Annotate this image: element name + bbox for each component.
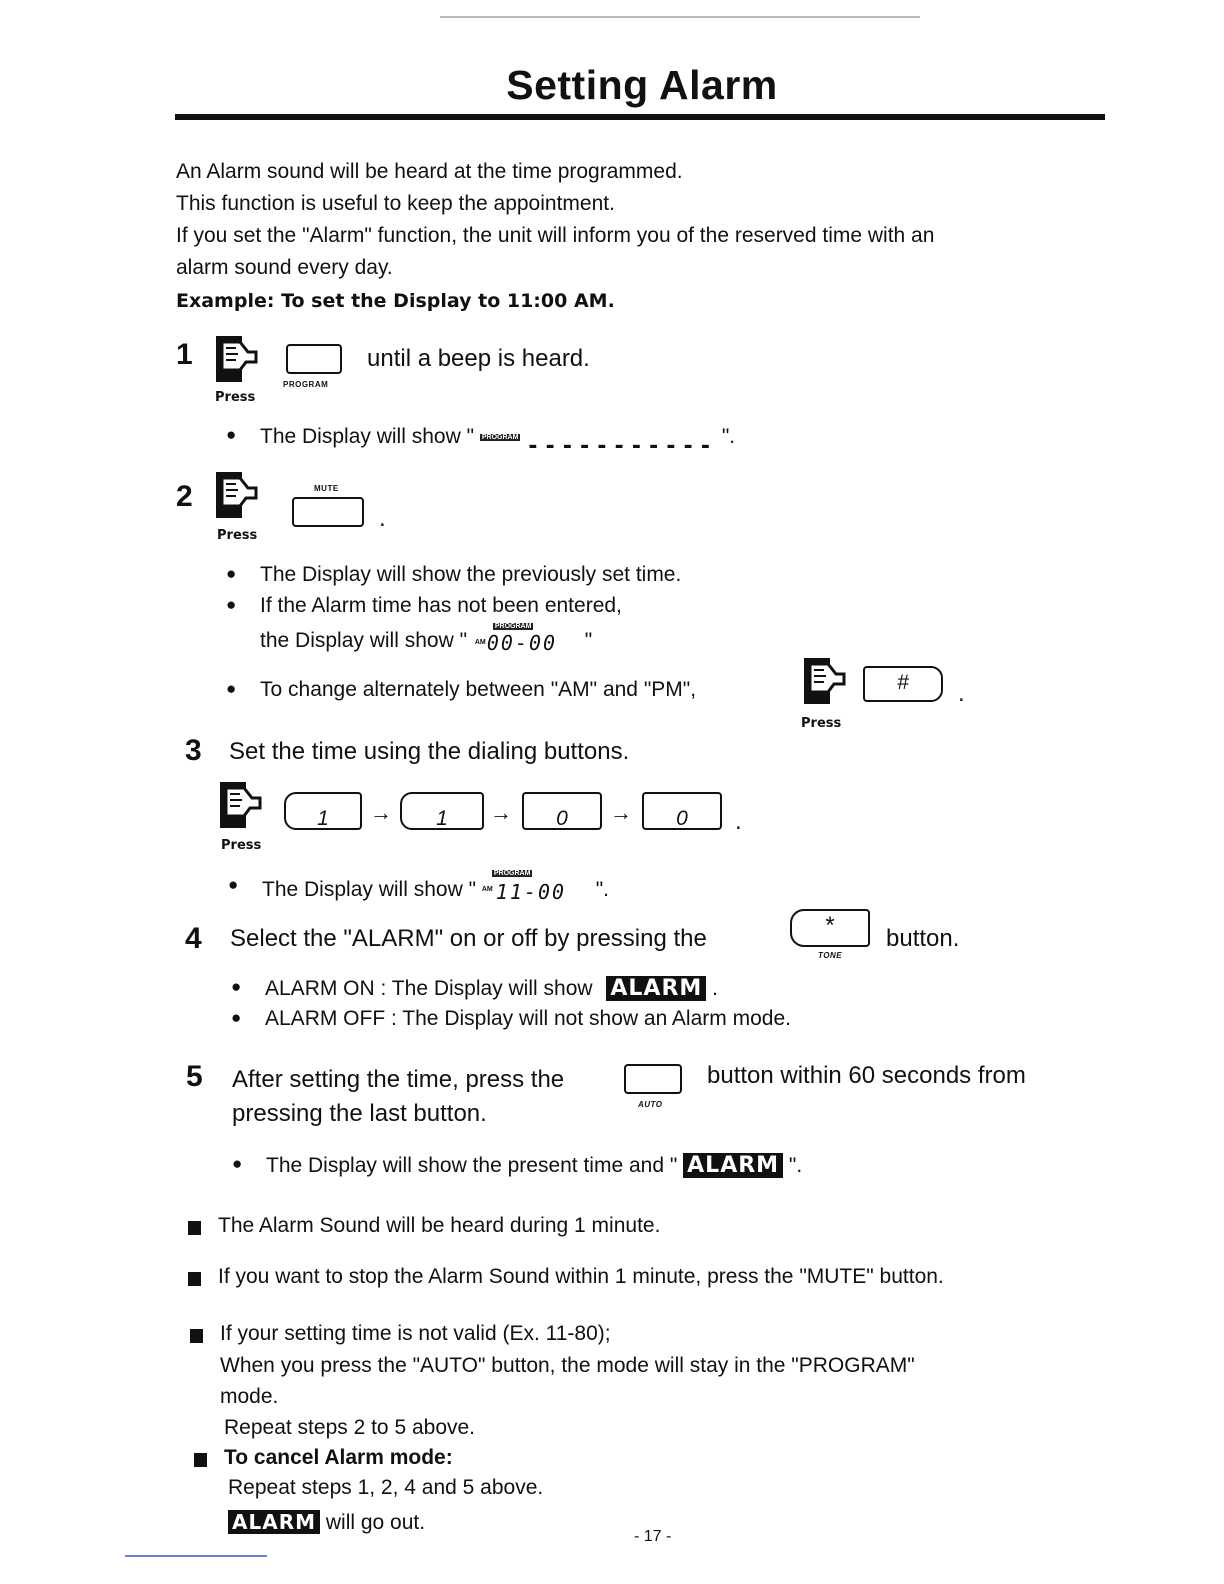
press-label: Press <box>221 838 262 853</box>
note-2: If you want to stop the Alarm Sound within 1 minute, press the "MUTE" button. <box>218 1265 944 1288</box>
mute-button-label: MUTE <box>314 484 339 493</box>
step-1-number: 1 <box>176 338 193 371</box>
step-2-bullet-2-cont <box>260 625 592 653</box>
mute-button[interactable] <box>292 497 364 527</box>
intro-line-1: An Alarm sound will be heard at the time programmed. <box>176 160 683 183</box>
program-display-badge: PROGRAM <box>481 434 519 441</box>
program-button[interactable] <box>286 344 342 374</box>
note-3-line-3: mode. <box>220 1385 279 1408</box>
dial-key-0-second[interactable]: 0 <box>642 792 722 830</box>
arrow-right-icon: → <box>610 800 632 825</box>
alarm-badge: ALARM <box>683 1153 783 1178</box>
cancel-line: Repeat steps 1, 2, 4 and 5 above. <box>228 1476 544 1499</box>
step-1-bullet-end: ". <box>721 425 736 448</box>
intro-line-2: This function is useful to keep the appointment. <box>176 192 615 215</box>
note-1: The Alarm Sound will be heard during 1 minute. <box>218 1214 661 1237</box>
note-3-line-1: If your setting time is not valid (Ex. 11-80); <box>220 1322 611 1345</box>
press-label: Press <box>217 528 258 543</box>
top-scan-artifact <box>440 16 920 18</box>
auto-button-label: AUTO <box>638 1100 663 1109</box>
step-5-text: After setting the time, press the <box>232 1066 565 1093</box>
step-5-text-line-2: pressing the last button. <box>232 1100 487 1127</box>
program-button-label: PROGRAM <box>283 380 329 389</box>
lcd-am-indicator: AM <box>481 886 493 893</box>
lcd-am-indicator: AM <box>474 639 486 646</box>
auto-button[interactable] <box>624 1064 682 1094</box>
step-3-text: Set the time using the dialing buttons. <box>229 738 630 765</box>
press-label: Press <box>801 716 842 731</box>
step-2-bullet-3: ● To change alternately between "AM" and "PM", <box>260 678 696 702</box>
note-3-line-4: Repeat steps 2 to 5 above. <box>224 1416 476 1439</box>
step-1-bullet <box>260 424 736 459</box>
title-rule <box>175 114 1105 120</box>
cancel-result <box>228 1510 425 1535</box>
example-line: Example: To set the Display to 11:00 AM. <box>176 290 615 312</box>
arrow-right-icon: → <box>370 800 392 825</box>
step-1-bullet-text: The Display will show " <box>260 425 475 448</box>
step-5-bullet-text: The Display will show the present time and " <box>266 1154 678 1177</box>
page-number: - 17 - <box>634 1528 672 1545</box>
step-4-bullet-1-text: ALARM ON : The Display will show <box>265 977 593 1000</box>
intro-line-3: If you set the "Alarm" function, the unit will inform you of the reserved time with an <box>176 224 935 247</box>
press-hand-icon <box>218 780 262 835</box>
alarm-badge: ALARM <box>228 1510 320 1534</box>
step-4-number: 4 <box>185 922 202 955</box>
step-4-bullet-1-end: . <box>712 977 718 1000</box>
intro-line-4: alarm sound every day. <box>176 256 393 279</box>
step-4-text: Select the "ALARM" on or off by pressing the <box>230 925 707 952</box>
alarm-badge: ALARM <box>606 976 706 1001</box>
note-3-line-2: When you press the "AUTO" button, the mode will stay in the "PROGRAM" <box>220 1354 915 1377</box>
cancel-result-text: will go out. <box>325 1511 426 1534</box>
step-2-hash-period: . <box>958 680 965 707</box>
footer-line <box>125 1555 267 1557</box>
dial-key-0-first[interactable]: 0 <box>522 792 602 830</box>
step-4-bullet-1 <box>265 976 718 1001</box>
display-dashes: ----------- <box>526 434 716 459</box>
step-2-bullet-1: ● The Display will show the previously set time. <box>260 563 681 587</box>
step-2-display-end: " <box>584 629 593 652</box>
step-5-bullet <box>266 1153 802 1178</box>
step-4-text-end: button. <box>886 925 960 952</box>
press-hand-icon <box>214 470 258 525</box>
step-5-text-end: button within 60 seconds from <box>707 1062 1026 1089</box>
step-3-bullet-end: ". <box>595 878 610 901</box>
press-hand-icon <box>802 656 846 711</box>
step-3-bullet-text: The Display will show " <box>262 878 477 901</box>
lcd-value: 00-00 <box>486 631 558 655</box>
press-label: Press <box>215 390 256 405</box>
lcd-program-badge: PROGRAM <box>494 623 532 630</box>
press-hand-icon <box>214 334 258 389</box>
step-4-bullet-2: ● ALARM OFF : The Display will not show an Alarm mode. <box>265 1007 791 1031</box>
tone-button-label: TONE <box>818 951 843 960</box>
step-3-bullet <box>262 870 610 904</box>
lcd-program-badge: PROGRAM <box>493 870 531 877</box>
step-3-period: . <box>735 808 742 835</box>
step-3-number: 3 <box>185 734 202 767</box>
dial-key-1-second[interactable]: 1 <box>400 792 484 830</box>
lcd-value: 11-00 <box>495 880 567 904</box>
arrow-right-icon: → <box>490 800 512 825</box>
lcd-display-0000 <box>473 625 579 653</box>
hash-button[interactable]: # <box>863 666 943 702</box>
dial-key-1-first[interactable]: 1 <box>284 792 362 830</box>
star-tone-button[interactable]: * <box>790 909 870 947</box>
step-5-bullet-end: ". <box>788 1154 803 1177</box>
page-title: Setting Alarm <box>506 62 778 108</box>
step-2-bullet-2: ● If the Alarm time has not been entered, <box>260 594 622 618</box>
step-2-period: . <box>379 505 386 532</box>
step-5-number: 5 <box>186 1060 203 1093</box>
cancel-heading: To cancel Alarm mode: <box>224 1446 453 1469</box>
lcd-display-1100 <box>481 870 590 904</box>
step-1-text: until a beep is heard. <box>367 345 590 372</box>
step-2-display-text: the Display will show " <box>260 629 468 652</box>
step-2-number: 2 <box>176 480 193 513</box>
